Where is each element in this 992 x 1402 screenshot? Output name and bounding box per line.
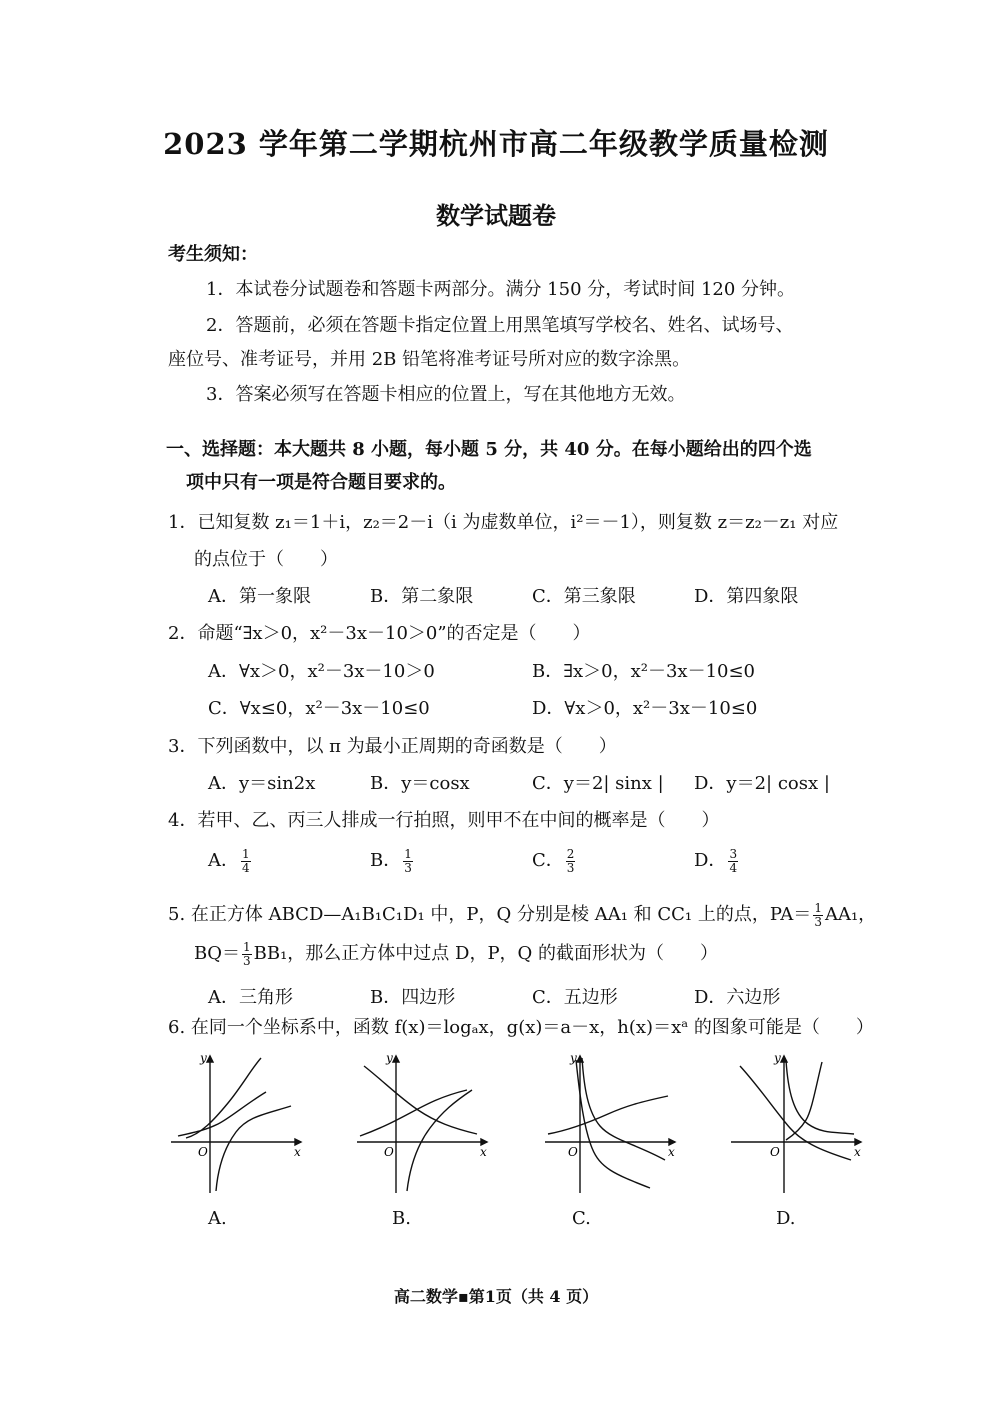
x-axis-label: x [480, 1145, 487, 1159]
frac-denominator: 4 [242, 860, 250, 875]
q3-stem: 3．下列函数中，以 π 为最小正周期的奇函数是（ ） [168, 736, 617, 757]
curve-power [360, 1090, 467, 1136]
q1-option-b: B．第二象限 [370, 586, 474, 607]
curve-decreasing [364, 1066, 477, 1134]
notice-item: 1．本试卷分试题卷和答题卡两部分。满分 150 分，考试时间 120 分钟。 [206, 279, 796, 300]
origin-label: O [770, 1145, 780, 1159]
graph-d [726, 1048, 876, 1198]
q5-stem-text-end: AA₁， [824, 904, 877, 925]
section-heading: 一、选择题：本大题共 8 小题，每小题 5 分，共 40 分。在每小题给出的四个选 [166, 439, 812, 460]
q5-option-a: A．三角形 [208, 987, 293, 1008]
x-axis-label: x [668, 1145, 675, 1159]
curve-decreasing [740, 1066, 851, 1160]
curve-power [186, 1058, 261, 1138]
curve-power [582, 1058, 665, 1160]
frac-denominator: 3 [566, 860, 575, 875]
q4-option-a [208, 846, 253, 875]
q3-option-c: C．y＝2| sinx | [532, 773, 664, 794]
q1-option-d: D．第四象限 [694, 586, 799, 607]
curve-decreasing [576, 1060, 650, 1188]
curve-log [548, 1096, 668, 1134]
y-axis-label: y [200, 1051, 207, 1065]
q5-stem-text: BQ＝ [194, 943, 240, 964]
q2-option-a: A．∀x＞0，x²－3x－10＞0 [208, 661, 435, 682]
origin-label: O [198, 1145, 208, 1159]
frac-denominator: 4 [729, 860, 738, 875]
y-arrow-icon [393, 1056, 399, 1062]
q5-option-d: D．六边形 [694, 987, 781, 1008]
y-axis-label: y [774, 1051, 781, 1065]
q5-option-c: C．五边形 [532, 987, 618, 1008]
frac-numerator: 1 [242, 846, 250, 861]
q4-option-c [532, 846, 577, 875]
notice-item: 座位号、准考证号，并用 2B 铅笔将准考证号所对应的数字涂黑。 [168, 349, 691, 370]
notice-item: 3．答案必须写在答题卡相应的位置上，写在其他地方无效。 [206, 384, 686, 405]
exam-subtitle: 数学试题卷 [436, 201, 556, 230]
y-arrow-icon [207, 1056, 213, 1062]
notice-item: 2．答题前，必须在答题卡指定位置上用黑笔填写学校名、姓名、试场号、 [206, 315, 794, 336]
frac-denominator: 3 [242, 953, 251, 968]
q5-stem-text-end: BB₁，那么正方体中过点 D，P，Q 的截面形状为（ ） [253, 943, 719, 964]
q4-stem: 4．若甲、乙、丙三人排成一行拍照，则甲不在中间的概率是（ ） [168, 810, 720, 831]
q5-stem-text: 5. 在正方体 ABCD—A₁B₁C₁D₁ 中，P，Q 分别是棱 AA₁ 和 CC₁ 上的点，PA＝ [168, 904, 812, 925]
frac-numerator: 1 [404, 846, 412, 861]
frac-denominator: 3 [404, 860, 412, 875]
q5-option-b: B．四边形 [370, 987, 456, 1008]
frac-numerator: 1 [242, 939, 251, 954]
q2-option-d: D．∀x＞0，x²－3x－10≤0 [532, 698, 758, 719]
q5-stem [168, 900, 876, 929]
q6-stem: 6. 在同一个坐标系中，函数 f(x)＝logₐx，g(x)＝a－x，h(x)＝xᵃ 的图象可能是（ ） [168, 1017, 874, 1038]
q2-option-b: B．∃x＞0，x²－3x－10≤0 [532, 661, 756, 682]
y-axis-label: y [570, 1051, 577, 1065]
q1-option-c: C．第三象限 [532, 586, 636, 607]
curve-decreasing-line [178, 1092, 266, 1136]
frac-numerator: 1 [814, 900, 822, 915]
origin-label: O [568, 1145, 578, 1159]
exam-title: 2023 学年第二学期杭州市高二年级教学质量检测 [163, 127, 829, 161]
q2-stem: 2．命题“∃x＞0，x²－3x－10＞0”的否定是（ ） [168, 623, 591, 644]
graph-c [540, 1048, 690, 1198]
curve-log [407, 1090, 472, 1191]
frac-denominator: 3 [814, 914, 822, 929]
graph-a [166, 1048, 316, 1198]
q4-option-d-label: D． [694, 850, 727, 871]
q4-option-a-label: A． [208, 850, 239, 871]
graph-b-label: B. [392, 1208, 411, 1229]
q1-stem: 1．已知复数 z₁＝1＋i，z₂＝2－i（i 为虚数单位，i²＝－1），则复数 z＝z₂－z₁ 对应 [168, 512, 839, 533]
graph-c-label: C. [572, 1208, 591, 1229]
q3-option-d: D．y＝2| cosx | [694, 773, 830, 794]
q1-stem-cont: 的点位于（ ） [194, 549, 338, 570]
frac-numerator: 3 [729, 846, 738, 861]
q4-option-b-label: B． [370, 850, 402, 871]
graph-d-label: D. [776, 1208, 796, 1229]
section-heading-cont: 项中只有一项是符合题目要求的。 [186, 472, 456, 493]
graph-b [352, 1048, 502, 1198]
q4-option-b [370, 846, 415, 875]
q2-option-c: C．∀x≤0，x²－3x－10≤0 [208, 698, 430, 719]
page-footer: 高二数学▪第1页（共 4 页） [393, 1287, 599, 1306]
q4-option-d [694, 846, 740, 875]
q3-option-b: B．y＝cosx [370, 773, 470, 794]
x-axis-label: x [294, 1145, 301, 1159]
origin-label: O [384, 1145, 394, 1159]
q5-stem-cont [194, 939, 718, 968]
graph-a-label: A. [208, 1208, 227, 1229]
q1-option-a: A．第一象限 [208, 586, 311, 607]
q4-option-c-label: C． [532, 850, 564, 871]
q3-option-a: A．y＝sin2x [208, 773, 316, 794]
x-axis-label: x [854, 1145, 861, 1159]
y-axis-label: y [386, 1051, 393, 1065]
notice-heading: 考生须知： [168, 244, 258, 265]
frac-numerator: 2 [566, 846, 575, 861]
